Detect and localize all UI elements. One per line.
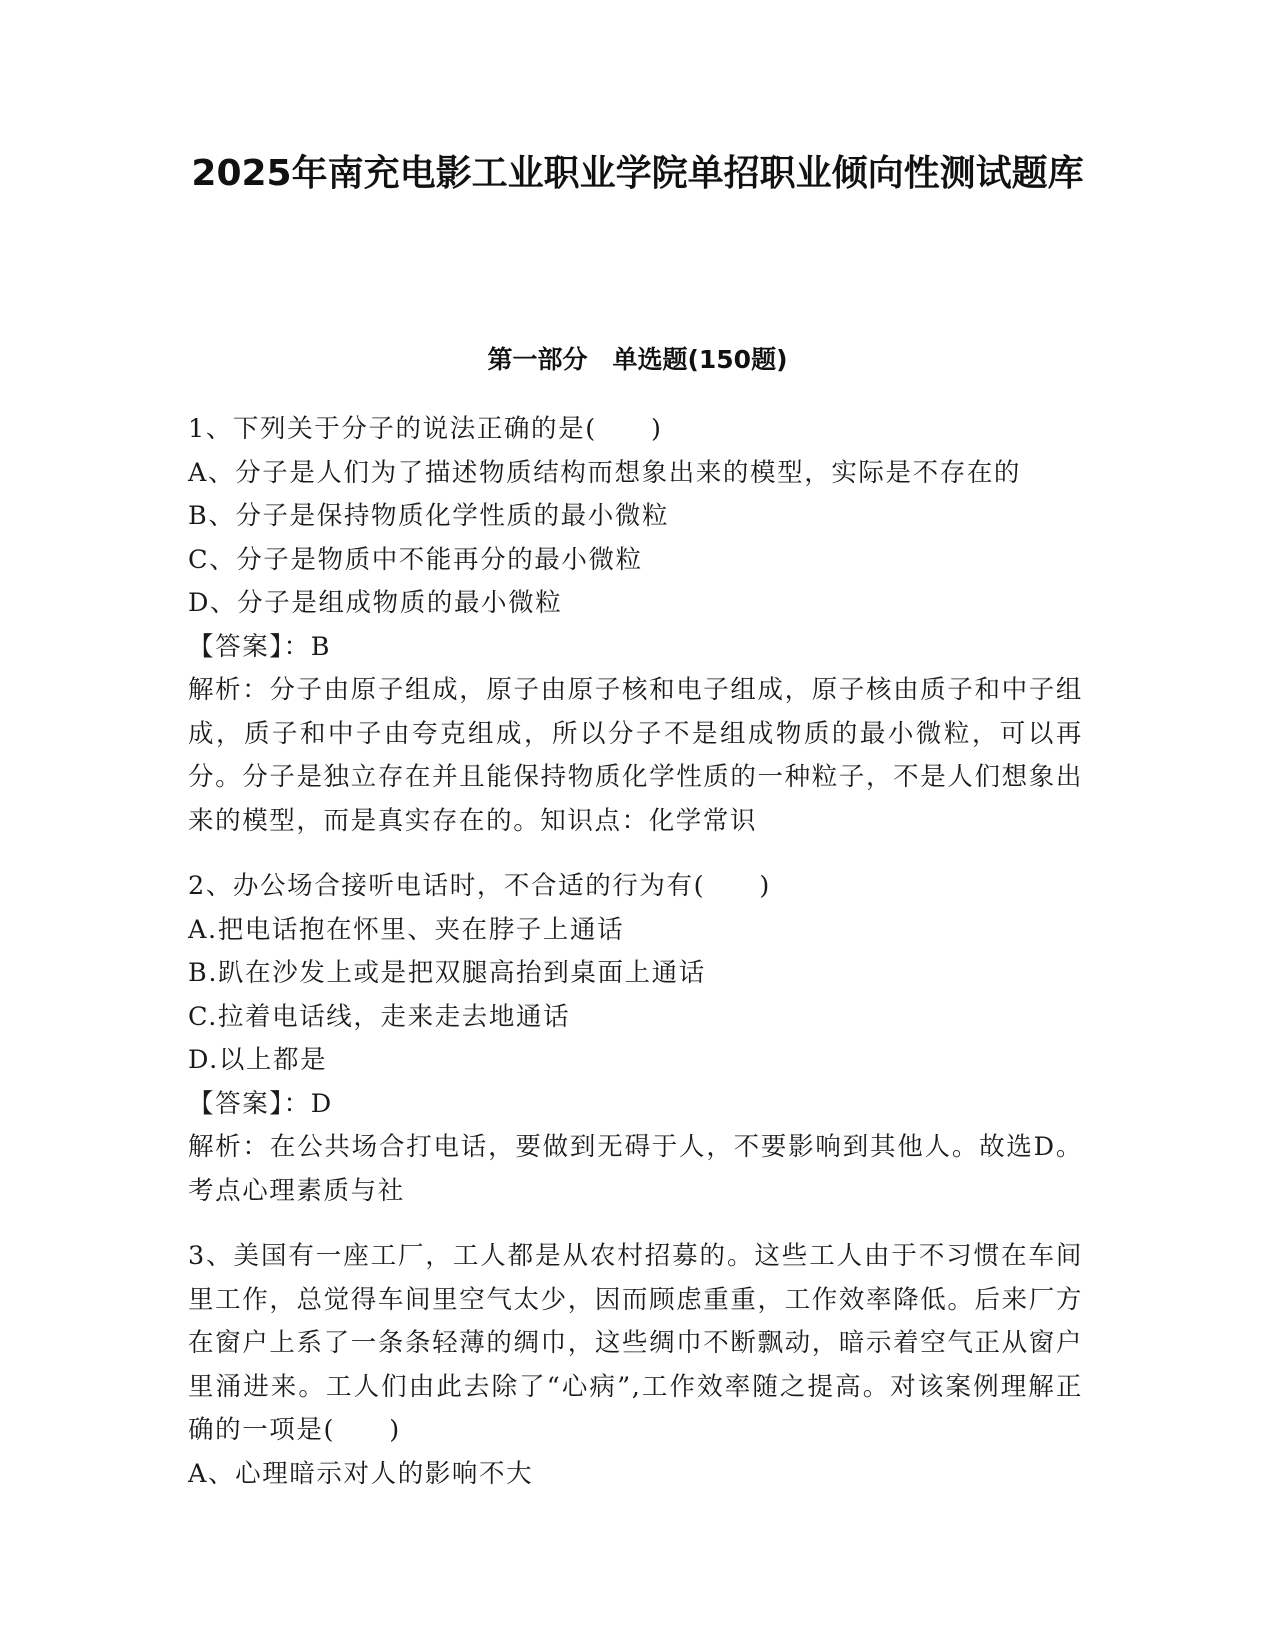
document-title: 2025年南充电影工业职业学院单招职业倾向性测试题库 (191, 153, 1084, 194)
section-heading: 第一部分 单选题(150题) (487, 345, 788, 374)
question-stem: 2、办公场合接听电话时，不合适的行为有( ) (188, 871, 771, 901)
option-c: C、分子是物质中不能再分的最小微粒 (188, 544, 643, 575)
question-item (188, 865, 1083, 1213)
question-stem: 3、美国有一座工厂，工人都是从农村招募的。这些工人由于不习惯在车间里工作，总觉得车间里空气太少，因而顾虑重重，工作效率降低。后来厂方在窗户上系了一条条轻薄的绸巾，这些绸巾不断飘动，暗示着空气正从窗户里涌进来。工人们由此去除了“心病”,工作效率随之提高。对该案例理解正确的一项是( ) (188, 1241, 1083, 1445)
question-item (188, 408, 1083, 843)
option-a: A.把电话抱在怀里、夹在脖子上通话 (188, 914, 625, 945)
analysis-text: 解析：在公共场合打电话，要做到无碍于人，不要影响到其他人。故选D。考点心理素质与社 (188, 1132, 1083, 1206)
option-d: D.以上都是 (188, 1045, 328, 1075)
option-d: D、分子是组成物质的最小微粒 (188, 588, 563, 618)
answer-line (188, 1083, 1083, 1127)
answer-value: ：B (283, 631, 332, 662)
answer-value: ：D (283, 1088, 333, 1119)
question-stem: 1、下列关于分子的说法正确的是( ) (188, 414, 663, 444)
option-a: A、心理暗示对人的影响不大 (188, 1458, 534, 1489)
question-list (188, 408, 1083, 1496)
option-a: A、分子是人们为了描述物质结构而想象出来的模型，实际是不存在的 (188, 457, 1022, 488)
answer-label: 【答案】 (188, 631, 284, 662)
answer-label: 【答案】 (188, 1088, 284, 1119)
option-b: B、分子是保持物质化学性质的最小微粒 (188, 501, 670, 531)
analysis-text: 解析：分子由原子组成，原子由原子核和电子组成，原子核由质子和中子组成，质子和中子由夸克组成，所以分子不是组成物质的最小微粒，可以再分。分子是独立存在并且能保持物质化学性质的一种粒子，不是人们想象出来的模型，而是真实存在的。知识点：化学常识 (188, 675, 1083, 836)
option-c: C.拉着电话线，走来走去地通话 (188, 1001, 571, 1032)
answer-line (188, 626, 1083, 670)
option-b: B.趴在沙发上或是把双腿高抬到桌面上通话 (188, 958, 706, 988)
question-item (188, 1235, 1083, 1496)
